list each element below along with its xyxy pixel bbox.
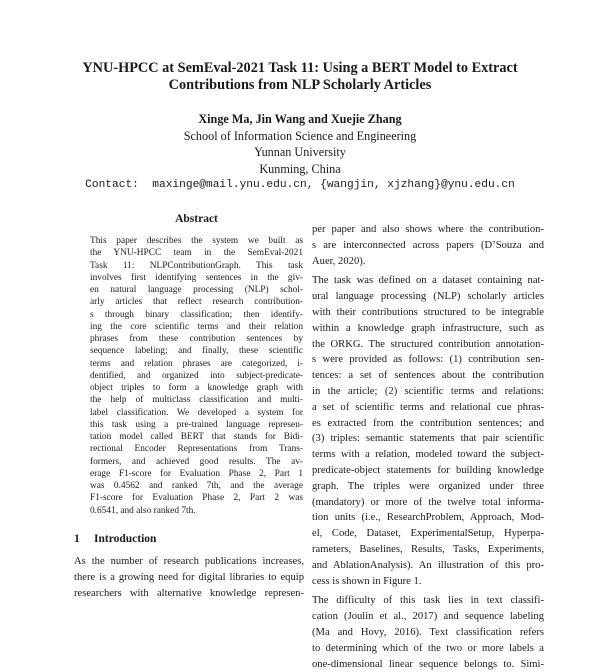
title-line: Contributions from NLP Scholarly Articles xyxy=(168,77,432,93)
section-title: Introduction xyxy=(94,533,157,545)
paragraph-line: tion units (i.e., ResearchProblem, Approach, Mod- xyxy=(312,512,544,524)
paragraph-line: predicate-object statements for building knowledge xyxy=(312,464,544,476)
section-heading xyxy=(74,533,156,545)
paragraph-line: and AblationAnalysis). An illustration of this pro- xyxy=(312,559,544,571)
intro-line: researchers with alternative knowledge represen- xyxy=(74,587,304,599)
abstract-line: erage F1-score for Evaluation Phase 2, Part 1 xyxy=(90,468,303,479)
abstract-line: sequence labeling; and finally, these scientific xyxy=(90,346,303,357)
abstract-line: Task 11: NLPContributionGraph. This task xyxy=(90,260,303,271)
abstract-line: tation model called BERT that stands for Bidi- xyxy=(90,432,303,442)
abstract-line: 0.6541, and also ranked 7th. xyxy=(90,505,196,516)
paragraph-line: cation (Joulin et al., 2017) and sequence labeling xyxy=(312,611,544,623)
paragraph-line: terms with a relation, modeled toward the subject- xyxy=(312,449,544,461)
affiliation-line: Kunming, China xyxy=(259,161,341,176)
abstract-line: This paper describes the system we built as xyxy=(90,236,303,246)
paragraph-line: cess is shown in Figure 1. xyxy=(312,575,422,587)
paragraph-line: es extracted from the contribution sentences; and xyxy=(312,417,544,429)
paragraph-line: per paper and also shows where the contribution- xyxy=(312,224,544,235)
abstract-line: label classification. We developed a system for xyxy=(90,407,303,418)
abstract-line: terms and relation phrases are categorized, i- xyxy=(90,358,303,369)
paragraph-line: (mandatory) or more of the twelve total informa- xyxy=(312,496,544,508)
affiliation-line: School of Information Science and Engineering xyxy=(183,128,417,143)
abstract-line: involves first identifying sentences in the giv- xyxy=(90,272,303,283)
paragraph-line: The difficulty of this task lies in text classifi- xyxy=(312,595,544,607)
abstract-line: ing the core scientific terms and their relation xyxy=(90,321,303,332)
paragraph-line: s are interconnected across papers (D’Souza and xyxy=(312,239,544,251)
title-line: YNU-HPCC at SemEval-2021 Task 11: Using a BERT Model to Extract xyxy=(82,60,518,76)
abstract-line: the YNU-HPCC team in the SemEval-2021 xyxy=(90,248,303,259)
paragraph-line: rameters, Baselines, Results, Tasks, Experiments, xyxy=(312,543,544,555)
paragraph xyxy=(312,273,544,589)
paragraph-line: The task was defined on a dataset containing nat- xyxy=(312,275,544,287)
abstract-line: the help of multiclass classification and multi- xyxy=(90,395,303,406)
paragraph-line: ural language processing (NLP) scholarly articles xyxy=(312,291,544,303)
abstract-line: this task using a pre-trained language represen- xyxy=(90,419,303,430)
abstract-line: object triples to form a knowledge graph with xyxy=(90,383,303,393)
paragraph-line: with their contributions structured to be integrable xyxy=(312,306,544,318)
abstract-line: rectional Encoder Representations from Trans- xyxy=(90,444,303,455)
abstract-line: dentified, and organized into subject-predicate- xyxy=(90,370,303,381)
abstract-heading: Abstract xyxy=(175,213,218,225)
paragraph-line: within a knowledge graph infrastructure, such as xyxy=(312,322,544,334)
paragraph-line: tences: a set of sentences about the contribution xyxy=(312,370,544,382)
abstract-line: arly articles that reflect research contribution- xyxy=(90,297,303,308)
paragraph-line: the ORKG. The structured contribution annotation- xyxy=(312,338,544,350)
paragraph-line: one-dimensional linear sequence belongs to. Simi- xyxy=(312,658,544,670)
paragraph xyxy=(312,593,544,672)
affiliation-line: Yunnan University xyxy=(254,145,346,159)
contact-emails: Contact: maxinge@mail.ynu.edu.cn, {wangjin, xjzhang}@ynu.edu.cn xyxy=(85,179,515,191)
abstract-line: formers, and achieved good results. The av- xyxy=(90,456,303,467)
abstract-line: F1-score for Evaluation Phase 2, Part 2 was xyxy=(90,493,303,504)
author-block xyxy=(0,111,600,194)
paragraph-line: (3) triples: semantic statements that pair scientific xyxy=(312,433,544,445)
right-column-text xyxy=(312,222,544,672)
paper-title xyxy=(40,60,560,94)
introduction-text xyxy=(74,554,304,601)
abstract-line: was 0.4562 and ranked 7th, and the average xyxy=(90,481,303,491)
abstract-text xyxy=(90,235,303,517)
author-names: Xinge Ma, Jin Wang and Xuejie Zhang xyxy=(198,112,402,126)
paragraph-line: (Ma and Hovy, 2016). Text classification refers xyxy=(312,626,544,638)
abstract-line: phrases from these contribution sentences by xyxy=(90,334,303,344)
paragraph-line: a set of scientific terms and relational cue phras- xyxy=(312,401,544,413)
paragraph xyxy=(312,222,544,269)
paragraph-line: in the article; (2) scientific terms and relations: xyxy=(312,385,544,397)
paragraph-line: s were provided as follows: (1) contribution sen- xyxy=(312,354,544,366)
paragraph-line: Auer, 2020). xyxy=(312,255,366,267)
paragraph-line: to determining which of the two or more labels a xyxy=(312,642,544,654)
intro-line: there is a growing need for digital libraries to equip xyxy=(74,571,304,583)
intro-line: As the number of research publications increases, xyxy=(74,556,304,567)
abstract-line: en natural language processing (NLP) schol- xyxy=(90,285,303,295)
section-number: 1 xyxy=(74,533,80,545)
abstract-line: s through binary classification; then identify- xyxy=(90,309,303,320)
paragraph-line: graph. The triples were organized under three xyxy=(312,480,544,492)
paragraph-line: el, Code, Dataset, ExperimentalSetup, Hyperpa- xyxy=(312,528,544,540)
